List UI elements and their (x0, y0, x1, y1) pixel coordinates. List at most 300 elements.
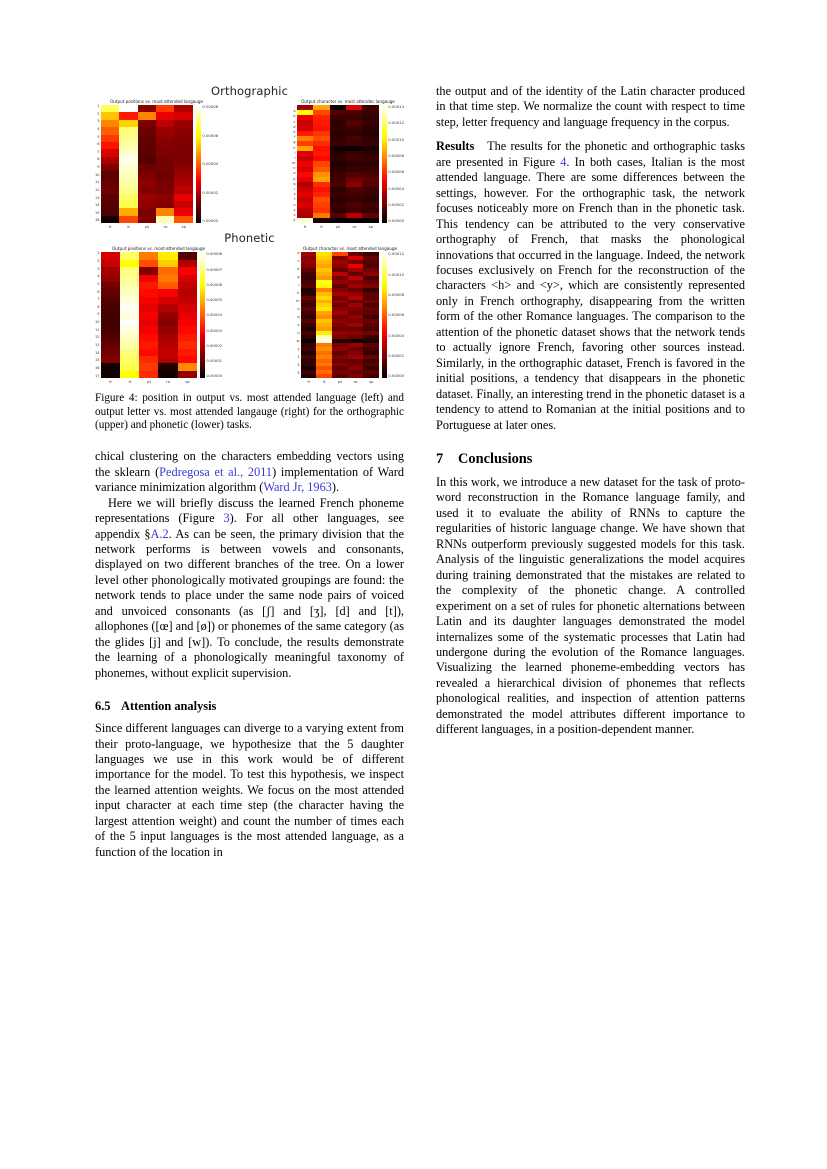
colorbar-tick-label: 0.00004 (388, 185, 404, 191)
text-run: ). (331, 480, 340, 495)
y-tick-label: v (293, 207, 296, 212)
right-column (436, 84, 745, 860)
heatmap-cell (156, 127, 174, 134)
heatmap-cell (174, 208, 192, 215)
heatmap-cell (156, 157, 174, 164)
x-axis-labels (101, 378, 197, 383)
heatmap-cell (156, 171, 174, 178)
heatmap-cell (178, 289, 197, 296)
heatmap-cell (120, 275, 139, 282)
heatmap-cell (120, 297, 139, 304)
heatmap-cell (120, 304, 139, 311)
text-run: chical clustering on the characters embedding vectors using the sklearn ( (95, 449, 404, 479)
panel-title: Output character vs. most attended langauge (302, 246, 398, 252)
y-tick-label: 11 (95, 180, 100, 185)
y-tick-label: 5 (97, 281, 100, 286)
heatmap-cell (138, 208, 156, 215)
text-run (474, 139, 487, 153)
y-tick-label: 16 (95, 218, 100, 223)
heatmap-cell (174, 112, 192, 119)
y-tick-label: e (293, 129, 296, 134)
heatmap-cell (139, 356, 158, 363)
heatmap-cell (178, 260, 197, 267)
y-tick-label: s (297, 323, 300, 328)
x-tick-label: it (127, 223, 130, 229)
heatmap-cell (120, 363, 139, 370)
colorbar-tick-label: 0.00002 (202, 189, 219, 195)
heatmap-cell (158, 319, 177, 326)
figure-group-title-orthographic: Orthographic (211, 84, 288, 98)
runin-heading-results: Results (436, 139, 475, 154)
colorbar-tick-label: 0.00005 (206, 297, 223, 303)
y-tick-label: 16 (95, 365, 100, 370)
x-tick-label: pt (147, 378, 151, 384)
heatmap-cell (101, 297, 120, 304)
spacer (436, 433, 745, 450)
y-tick-label: 7 (97, 149, 100, 154)
heatmap-cell (138, 164, 156, 171)
y-tick-label: m (292, 161, 296, 166)
y-tick-label: 12 (95, 335, 100, 340)
heatmap-cell (158, 267, 177, 274)
heatmap-cell (120, 349, 139, 356)
heatmap-cell (101, 363, 120, 370)
colorbar-tick-label: 0.00008 (388, 152, 404, 158)
heatmap-cell (313, 218, 329, 223)
heatmap-cell (101, 171, 119, 178)
y-tick-label: 4 (97, 126, 100, 131)
heatmap-cell (158, 252, 177, 259)
heatmap-cell (101, 326, 120, 333)
y-tick-label: 2 (97, 258, 100, 263)
colorbar-tick-label: 0.00002 (388, 353, 404, 359)
colorbar-tick-label: 0.00000 (206, 373, 223, 379)
figure-caption (95, 392, 404, 434)
heading-number: 6.5 (95, 699, 111, 714)
y-tick-label: 4 (97, 274, 100, 279)
spacer (436, 130, 745, 139)
y-tick-label: 15 (95, 358, 100, 363)
heading-6-5 (95, 698, 404, 714)
heatmap-cell (101, 112, 119, 119)
heatmap-cell (119, 112, 137, 119)
colorbar-tick-label: 0.00004 (206, 312, 223, 318)
heatmap-cell (178, 326, 197, 333)
heatmap-cell (101, 275, 120, 282)
panel-title: Output positions vs. most-attended langauge (112, 246, 205, 252)
left-column (95, 84, 404, 860)
x-tick-label: ro (352, 223, 357, 229)
text-run: . In both cases, Italian is the most attended language. There are some differences between the settings, however. For the orthographic task, the network focuses noticeably more on French than in the phonetic task. This tendency can be attributed to the very conservative orthography of French, that masks the phonological innovations that occurred in the language. Indeed, the network focuses exclusively on French for the reconstruction of the characters <h> and <y>, which are consistently represented only in French orthography, disappearing from the written form of the other Romance languages. The comparison to the attention of the phonetic dataset shows that the network tends to actually ignore French, favoring other sources instead. Similarly, in the orthographic dataset, French is favored in the initial positions, a tendency that disappears in the phonetic dataset. Finally, an interesting trend in the phonetic dataset is a tendency to attend to Romanian at the initial positions and to Portuguese at later ones. (436, 154, 745, 432)
heatmap-cell (120, 289, 139, 296)
colorbar-tick-label: 0.00000 (388, 373, 404, 379)
y-tick-label: c (297, 259, 300, 264)
heatmap-cell (119, 179, 137, 186)
colorbar-tick-label: 0.00002 (388, 201, 404, 207)
heatmap-cell (156, 105, 174, 112)
colorbar-tick-label: 0.00006 (206, 281, 223, 287)
heatmap-cell (174, 149, 192, 156)
x-tick-label: fr (303, 223, 307, 229)
colorbar-tick-label: 0.00010 (388, 271, 404, 277)
heading-7-conclusions (436, 450, 745, 468)
y-tick-label: f (294, 135, 296, 140)
heatmap-cell (156, 201, 174, 208)
heatmap-cell (316, 374, 332, 378)
y-tick-label: r (294, 187, 296, 191)
heatmap-cell (174, 201, 192, 208)
heatmap-cell (301, 374, 317, 378)
colorbar-tick-label: 0.00002 (206, 342, 223, 348)
heatmap-cell (101, 319, 120, 326)
heatmap-cell (174, 135, 192, 142)
y-tick-label: 5 (297, 371, 300, 376)
heatmap-cell (101, 349, 120, 356)
colorbar-tick-label: 0.00008 (202, 104, 219, 109)
heatmap-cell (346, 218, 362, 223)
spacer (95, 714, 404, 721)
heatmap-cell (101, 105, 119, 112)
heatmap-cell (158, 289, 177, 296)
heatmap-cell (101, 142, 119, 149)
ref-appendix-a2[interactable]: A.2 (150, 526, 169, 541)
heatmap-cell (101, 267, 120, 274)
ref-figure-4[interactable]: 4 (560, 154, 567, 169)
paragraph-continued: the output and of the identity of the Latin character produced in that time step. We normalize the count with respect to time step, letter frequency and language frequency in the corpus. (436, 84, 745, 129)
heatmap-cell (174, 127, 192, 134)
heatmap-cell (178, 304, 197, 311)
y-tick-label: 14 (95, 203, 100, 208)
colorbar-tick-label: 0.00004 (202, 161, 219, 167)
heatmap-cell (363, 374, 379, 378)
y-tick-label: 1 (297, 355, 300, 360)
y-tick-label: 1 (97, 104, 100, 108)
figure-caption-label: Figure 4: (95, 391, 138, 404)
y-tick-label: n (293, 166, 296, 171)
heatmap-cell (139, 260, 158, 267)
y-tick-label: g (297, 275, 300, 280)
heatmap-cell (101, 341, 120, 348)
heatmap-cell (139, 289, 158, 296)
heatmap-cell (101, 282, 120, 289)
heatmap-cell (120, 356, 139, 363)
heatmap-cell (156, 120, 174, 127)
heatmap-cell (158, 363, 177, 370)
y-tick-label: x (293, 212, 296, 217)
y-tick-label: e (297, 267, 300, 272)
heatmap-cell (348, 374, 364, 378)
x-tick-label: it (128, 378, 132, 384)
heatmap-cell (178, 282, 197, 289)
y-tick-label: a (293, 109, 296, 114)
y-tick-label: 13 (95, 342, 100, 347)
y-tick-label: 8 (97, 157, 100, 162)
y-tick-label: c (293, 119, 296, 124)
heatmap-cell (101, 127, 119, 134)
y-tick-label: o (293, 171, 296, 176)
colorbar-tick-label: 0.00010 (388, 136, 404, 142)
heatmap-cell (138, 216, 156, 223)
colorbar-tick-label: 0.00003 (206, 327, 223, 333)
heatmap-cell (101, 334, 120, 341)
heatmap-cell (158, 349, 177, 356)
heatmap-cell (178, 275, 197, 282)
heatmap-cell (120, 326, 139, 333)
heatmap-cell (156, 142, 174, 149)
y-tick-label: q (293, 181, 296, 186)
y-tick-label: 11 (95, 327, 100, 332)
y-tick-label: m (296, 299, 300, 304)
heatmap-cell (174, 179, 192, 186)
text-run: Here we will briefly discuss the learned French phoneme representations (Figure (95, 495, 404, 526)
heatmap-cell (158, 334, 177, 341)
citation-pedregosa[interactable]: Pedregosa et al., 2011 (159, 464, 273, 479)
panel-phon-positions (95, 246, 222, 383)
y-tick-label: 9 (97, 165, 100, 169)
heatmap-cell (101, 208, 119, 215)
colorbar (382, 105, 404, 223)
y-tick-label: u (293, 202, 296, 207)
colorbar-tick-label: 0.00012 (388, 251, 404, 257)
y-tick-label: u (297, 331, 300, 336)
y-tick-label: y (297, 347, 300, 352)
y-tick-label: 7 (97, 297, 100, 302)
text-run: The results for the phonetic and orthographic tasks are presented in Figure (436, 139, 745, 169)
colorbar-tick-label: 0.00006 (388, 312, 404, 318)
heatmap-cell (138, 120, 156, 127)
heatmap-cell (139, 349, 158, 356)
y-tick-label: 1 (97, 251, 100, 256)
heatmap-cell (178, 312, 197, 319)
x-axis-labels (101, 223, 193, 228)
heatmap-cell (158, 297, 177, 304)
heatmap-cell (178, 334, 197, 341)
y-tick-label: i (294, 150, 296, 155)
x-tick-label: ro (166, 378, 171, 384)
heading-title: Conclusions (458, 450, 533, 467)
orthographic-panel-row (95, 99, 404, 228)
colorbar (196, 105, 218, 223)
heatmap-cell (178, 319, 197, 326)
heatmap-cell (174, 194, 192, 201)
heatmap-cell (119, 201, 137, 208)
figure-caption-text: position in output vs. most attended language (left) and output letter vs. most attended langauge (right) for the orthographic (upper) and phonetic (lower) tasks. (95, 391, 404, 432)
heatmap-cell (174, 171, 192, 178)
paragraph-conclusions: In this work, we introduce a new dataset for the task of proto-word reconstruction in the Romance language family, and used it to evaluate the ability of RNNs to capture the regularities of historic language change. We have shown that RNNs outperform previously suggested models for this task. Analysis of the linguistic generalizations the model acquires during training demonstrated that the mistakes are related to the complexity of the phonetic change. A controlled experiment on a set of rules for phonetic alternations between Latin and its daughter languages demonstrated the model internalizes some of the systematic processes that Latin had undergone during the evolution of the Romance languages. Visualizing the learned phoneme-embedding vectors has revealed a hierarchical division of phonemes that reflects phonological realities, and inspection of attention patterns demonstrated the model attributes different importance to different languages, in a position-dependent manner. (436, 474, 745, 737)
heatmap-cell (362, 218, 378, 223)
heatmap-cell (332, 374, 348, 378)
spacer (436, 468, 745, 475)
heatmap-cell (178, 267, 197, 274)
colorbar-tick-label: 0.00008 (206, 251, 223, 257)
heatmap-cell (120, 312, 139, 319)
heatmap-cell (101, 216, 119, 223)
colorbar-tick-label: 0.00000 (388, 218, 404, 224)
colorbar-tick-label: 0.00006 (388, 169, 404, 175)
heatmap-cell (156, 186, 174, 193)
y-tick-label: s (293, 192, 296, 197)
x-tick-label: pt (338, 378, 342, 384)
heatmap-cell (119, 120, 137, 127)
colorbar-tick-label: 0.00012 (388, 120, 404, 126)
y-tick-label: 5 (97, 134, 100, 139)
y-tick-label: q (297, 315, 300, 320)
heatmap-cell (119, 105, 137, 112)
heatmap-cell (174, 120, 192, 127)
heatmap-cell (174, 186, 192, 193)
heatmap-cell (178, 356, 197, 363)
text-run: ). For all other languages, see appendix § (95, 511, 404, 541)
heatmap-cell (101, 304, 120, 311)
heatmap-cell (139, 275, 158, 282)
heatmap-grid (297, 105, 379, 223)
heatmap-cell (139, 312, 158, 319)
y-tick-label: 12 (95, 187, 100, 192)
heatmap-cell (178, 297, 197, 304)
heatmap-cell (101, 186, 119, 193)
heatmap-cell (101, 201, 119, 208)
y-tick-label: 10 (95, 320, 100, 325)
heatmap-cell (119, 157, 137, 164)
y-tick-label: w (296, 339, 300, 344)
heatmap-cell (158, 371, 177, 378)
paragraph-results (436, 139, 745, 433)
heatmap-grid (101, 252, 197, 378)
heatmap-cell (139, 304, 158, 311)
heatmap-cell (158, 275, 177, 282)
heatmap-cell (138, 201, 156, 208)
heatmap-cell (119, 186, 137, 193)
heatmap-cell (158, 341, 177, 348)
heatmap-cell (156, 164, 174, 171)
y-tick-label: a (297, 251, 300, 256)
y-tick-label: 14 (95, 350, 100, 355)
heatmap-cell (120, 252, 139, 259)
y-tick-label: k (297, 291, 300, 296)
heatmap-cell (120, 341, 139, 348)
heatmap-cell (101, 164, 119, 171)
heatmap-cell (139, 282, 158, 289)
citation-ward[interactable]: Ward Jr, 1963 (263, 480, 332, 495)
heatmap-cell (178, 252, 197, 259)
heatmap-cell (119, 164, 137, 171)
heatmap-cell (156, 216, 174, 223)
heatmap-cell (120, 334, 139, 341)
y-tick-label: 15 (95, 210, 100, 215)
heatmap-cell (174, 105, 192, 112)
heatmap-cell (139, 363, 158, 370)
colorbar (200, 252, 222, 378)
colorbar-tick-label: 0.00008 (388, 292, 404, 298)
y-tick-label: y (293, 218, 296, 223)
heatmap-cell (101, 371, 120, 378)
text-run: ) implementation of Ward variance minimization algorithm ( (95, 464, 404, 495)
heatmap-cell (120, 371, 139, 378)
y-tick-label: i (298, 283, 300, 288)
heatmap-cell (156, 135, 174, 142)
heatmap-cell (158, 304, 177, 311)
colorbar-ticks (201, 105, 218, 223)
heatmap-cell (156, 179, 174, 186)
ref-figure-3[interactable]: 3 (223, 511, 230, 526)
heatmap-cell (101, 157, 119, 164)
heatmap-grid (301, 252, 379, 378)
heatmap-cell (297, 218, 313, 223)
heatmap-cell (156, 149, 174, 156)
heatmap-cell (138, 142, 156, 149)
y-tick-label: 3 (97, 266, 100, 271)
heading-title: Attention analysis (121, 699, 217, 714)
heatmap-cell (156, 194, 174, 201)
y-tick-label: 9 (97, 312, 100, 317)
colorbar-tick-label: 0.00000 (202, 218, 219, 224)
heatmap-cell (120, 319, 139, 326)
heatmap-cell (138, 171, 156, 178)
heatmap-cell (139, 297, 158, 304)
colorbar-tick-label: 0.00006 (202, 132, 219, 138)
heatmap-cell (138, 135, 156, 142)
heatmap-cell (119, 142, 137, 149)
x-tick-label: fr (307, 378, 311, 384)
x-tick-label: pt (145, 223, 149, 229)
heatmap-cell (119, 127, 137, 134)
heatmap-cell (178, 371, 197, 378)
colorbar (382, 252, 404, 378)
colorbar-ticks (205, 252, 222, 378)
y-tick-label: h (293, 145, 296, 150)
heatmap-cell (158, 326, 177, 333)
y-tick-label: g (293, 140, 296, 145)
panel-ortho-characters (292, 99, 404, 228)
heatmap-cell (138, 149, 156, 156)
figure-4 (95, 84, 404, 433)
heatmap-cell (138, 157, 156, 164)
heatmap-cell (138, 186, 156, 193)
x-tick-label: pt (336, 223, 340, 229)
heatmap-cell (101, 289, 120, 296)
two-column-body (95, 84, 745, 860)
x-axis-labels (301, 378, 379, 383)
x-tick-label: fr (109, 378, 113, 384)
y-tick-label: 8 (97, 304, 100, 309)
heatmap-cell (120, 267, 139, 274)
x-tick-label: ro (353, 378, 358, 384)
x-axis-labels (297, 223, 379, 228)
heatmap-cell (330, 218, 346, 223)
heatmap-cell (119, 135, 137, 142)
panel-phon-characters (296, 246, 404, 383)
y-tick-label: 3 (97, 119, 100, 124)
heatmap-cell (138, 194, 156, 201)
heatmap-cell (158, 356, 177, 363)
y-tick-label: 3 (297, 363, 300, 368)
heatmap-cell (138, 179, 156, 186)
paragraph-french-phonemes (95, 496, 404, 681)
heatmap-cell (101, 120, 119, 127)
colorbar-ticks (387, 105, 404, 223)
heatmap-cell (138, 112, 156, 119)
heatmap-cell (174, 157, 192, 164)
heatmap-cell (101, 252, 120, 259)
x-tick-label: sp (181, 223, 187, 229)
heatmap-cell (101, 312, 120, 319)
heatmap-cell (139, 267, 158, 274)
heatmap-cell (178, 341, 197, 348)
spacer (95, 681, 404, 698)
phonetic-panel-row (95, 246, 404, 383)
x-tick-label: sp (368, 223, 374, 229)
heatmap-cell (119, 194, 137, 201)
